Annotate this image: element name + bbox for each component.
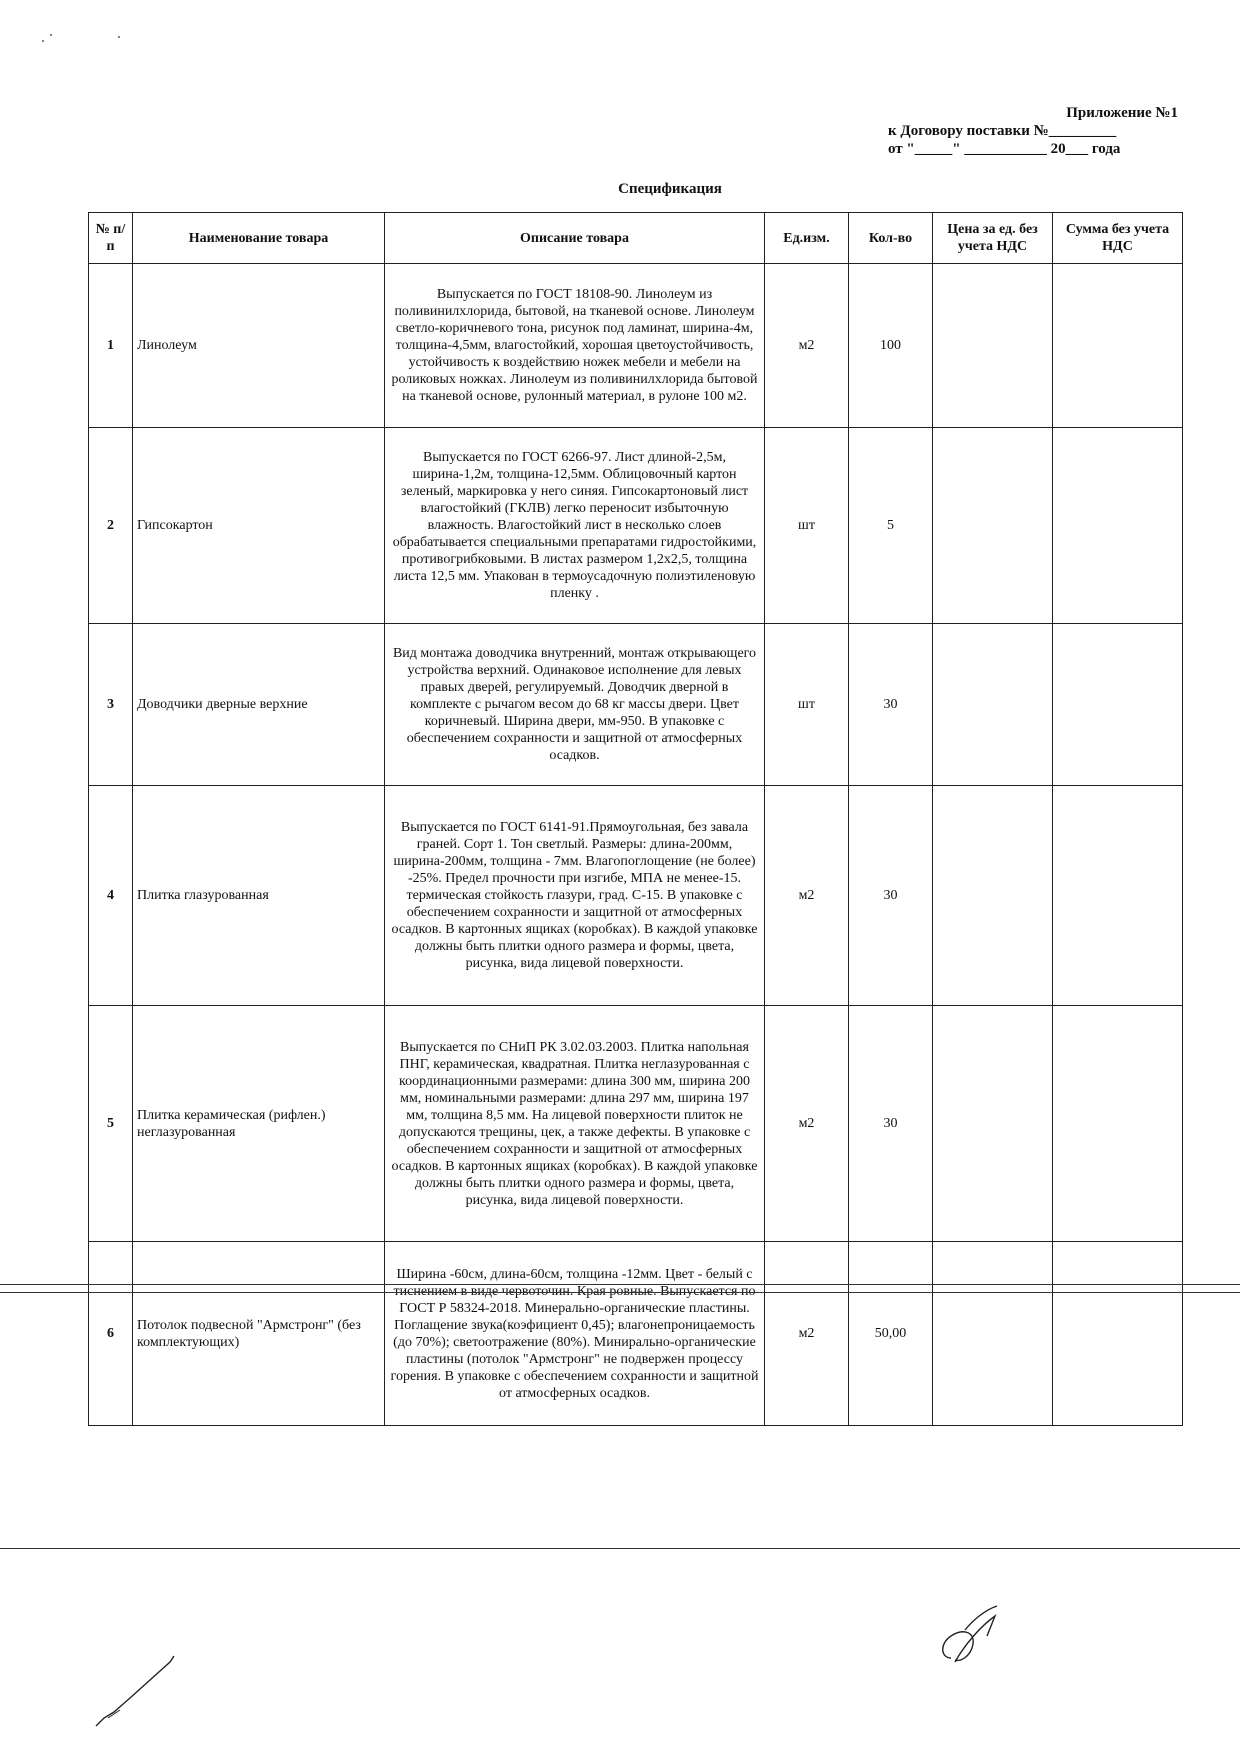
page-break-line <box>0 1284 1240 1285</box>
line-total <box>1053 786 1183 1006</box>
product-name: Потолок подвесной "Армстронг" (без комплектующих) <box>133 1242 385 1426</box>
unit-price <box>933 1006 1053 1242</box>
row-number: 2 <box>89 428 133 624</box>
column-header: Сумма без учета НДС <box>1053 213 1183 264</box>
product-name: Плитка глазурованная <box>133 786 385 1006</box>
line-total <box>1053 428 1183 624</box>
column-header: Кол-во <box>849 213 933 264</box>
product-description: Выпускается по ГОСТ 6266-97. Лист длиной-2,5м, ширина-1,2м, толщина-12,5мм. Облицовочный картон зеленый, маркировка у него синяя. Гипсокартоновый лист влагостойкий (ГКЛВ) легко переносит избыточную влажность. Влагостойкий лист в несколько слоев обрабатывается специальными препаратами гидростойкими, противогрибковыми. В листах размером 1,2х2,5, толщина листа 12,5 мм. Упакован в термоусадочную полиэтиленовую пленку . <box>385 428 765 624</box>
column-header: № п/п <box>89 213 133 264</box>
quantity: 50,00 <box>849 1242 933 1426</box>
product-description: Ширина -60см, длина-60см, толщина -12мм. Цвет - белый с тиснением в виде червоточин. Края ровные. Выпускается по ГОСТ Р 58324-2018. Минерально-органические пластины. Поглащение звука(коэфициент 0,45); влагонепроницаемость (до 70%); светоотражение (80%). Минирально-органические пластины (потолок "Армстронг" не подвержен процессу горения. В упаковке с обеспечением сохранности и защитной от атмосферных осадков. <box>385 1242 765 1426</box>
column-header: Описание товара <box>385 213 765 264</box>
table-row <box>89 624 1183 786</box>
unit-of-measure: м2 <box>765 1006 849 1242</box>
column-header: Наименование товара <box>133 213 385 264</box>
row-number: 4 <box>89 786 133 1006</box>
unit-of-measure: шт <box>765 428 849 624</box>
unit-of-measure: м2 <box>765 264 849 428</box>
scan-speck <box>42 40 44 42</box>
line-total <box>1053 1242 1183 1426</box>
line-total <box>1053 1006 1183 1242</box>
signature-left <box>90 1652 190 1732</box>
unit-price <box>933 624 1053 786</box>
line-total <box>1053 624 1183 786</box>
scan-speck <box>118 36 120 38</box>
unit-price <box>933 428 1053 624</box>
specification-table <box>88 212 1183 1426</box>
contract-date: от "_____" ___________ 20___ года <box>888 141 1121 157</box>
scan-speck <box>50 34 52 36</box>
page-footer-line <box>0 1548 1240 1549</box>
column-header: Цена за ед. без учета НДС <box>933 213 1053 264</box>
product-name: Линолеум <box>133 264 385 428</box>
row-number: 5 <box>89 1006 133 1242</box>
contract-reference: к Договору поставки №_________ <box>888 123 1117 139</box>
table-header-row <box>89 213 1183 264</box>
unit-of-measure: м2 <box>765 786 849 1006</box>
product-description: Выпускается по ГОСТ 6141-91.Прямоугольная, без завала граней. Сорт 1. Тон светлый. Размеры: длина-200мм, ширина-200мм, толщина - 7мм. Влагопоглощение (не более) -25%. Предел прочности при изгибе, МПА не менее-15. термическая стойкость глазури, град. С-15. В упаковке с обеспечением сохранности и защитной от атмосферных осадков. В картонных ящиках (коробках). В каждой упаковке должны быть плитки одного размера и формы, цвета, рисунка, вида лицевой поверхности. <box>385 786 765 1006</box>
table-row <box>89 1006 1183 1242</box>
table-row <box>89 428 1183 624</box>
unit-of-measure: м2 <box>765 1242 849 1426</box>
table-row <box>89 264 1183 428</box>
unit-of-measure: шт <box>765 624 849 786</box>
product-description: Выпускается по СНиП РК 3.02.03.2003. Плитка напольная ПНГ, керамическая, квадратная. Плитка неглазурованная с координационными размерами: длина 300 мм, ширина 200 мм, номинальными размерами: длина 297 мм, ширина 197 мм, толщина 8,5 мм. На лицевой поверхности плиток не допускаются трещины, цек, а также дефекты. В упаковке с обеспечением сохранности и защитной от атмосферных осадков. В картонных ящиках (коробках). В каждой упаковке должны быть плитки одного размера и формы, цвета, рисунка, вида лицевой поверхности. <box>385 1006 765 1242</box>
product-name: Плитка керамическая (рифлен.) неглазурованная <box>133 1006 385 1242</box>
product-description: Вид монтажа доводчика внутренний, монтаж открывающего устройства верхний. Одинаковое исполнение для левых правых дверей, регулируемый. Доводчик дверной в комплекте с рычагом весом до 68 кг массы двери. Цвет коричневый. Ширина двери, мм-950. В упаковке с обеспечением сохранности и защитной от атмосферных осадков. <box>385 624 765 786</box>
row-number: 1 <box>89 264 133 428</box>
page-break-line <box>0 1292 1240 1293</box>
document-title: Спецификация <box>618 181 722 197</box>
quantity: 100 <box>849 264 933 428</box>
appendix-number: Приложение №1 <box>1066 105 1178 121</box>
row-number: 3 <box>89 624 133 786</box>
appendix-header <box>878 104 1178 158</box>
line-total <box>1053 264 1183 428</box>
row-number: 6 <box>89 1242 133 1426</box>
unit-price <box>933 264 1053 428</box>
quantity: 30 <box>849 1006 933 1242</box>
product-description: Выпускается по ГОСТ 18108-90. Линолеум из поливинилхлорида, бытовой, на тканевой основе. Линолеум светло-коричневого тона, рисунок под ламинат, ширина-4м, толщина-4,5мм, влагостойкий, хорошая цветоустойчивость, устойчивость к воздействию ножек мебели и мебели на роликовых ножках. Линолеум из поливинилхлорида бытовой на тканевой основе, рулонный материал, в рулоне 100 м2. <box>385 264 765 428</box>
product-name: Гипсокартон <box>133 428 385 624</box>
table-row <box>89 786 1183 1006</box>
table-row <box>89 1242 1183 1426</box>
unit-price <box>933 786 1053 1006</box>
quantity: 5 <box>849 428 933 624</box>
unit-price <box>933 1242 1053 1426</box>
product-name: Доводчики дверные верхние <box>133 624 385 786</box>
column-header: Ед.изм. <box>765 213 849 264</box>
signature-right <box>925 1600 1035 1680</box>
quantity: 30 <box>849 624 933 786</box>
quantity: 30 <box>849 786 933 1006</box>
